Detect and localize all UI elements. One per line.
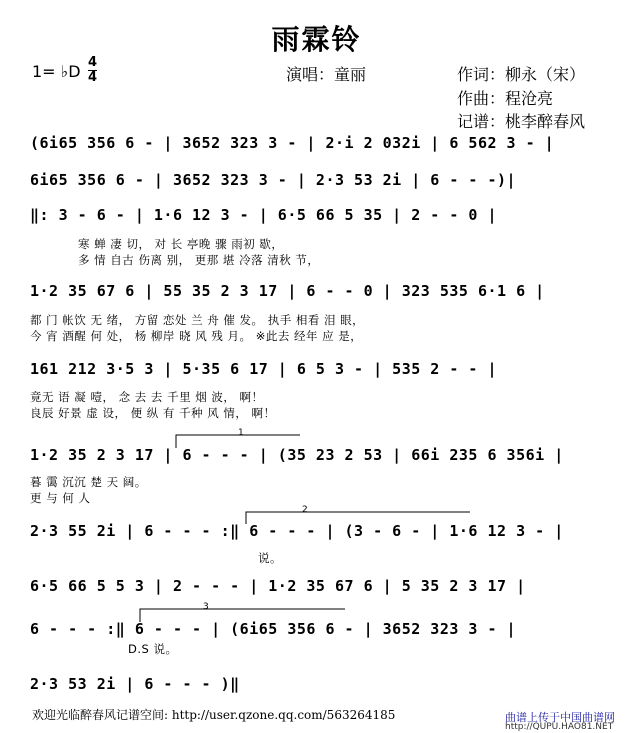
time-signature-bottom: 4 [88, 70, 98, 85]
lyric-line-9: D.S 说。 [128, 642, 178, 656]
song-title: 雨霖铃 [271, 23, 362, 56]
transcriber-credit: 记谱：桃李醉春风 [457, 112, 586, 131]
score-line-9: 6 - - - :‖ 6 - - - | (6i65 356 6 - | 3652 323 3 - | [30, 620, 517, 638]
score-line-3: ‖: 3 - 6 - | 1·6 12 3 - | 6·5 66 5 35 | 2 - - 0 | [30, 206, 498, 224]
lyric-line-6a: 暮 霭 沉沉 楚 天 阔。 [30, 475, 147, 489]
score-line-2: 6i65 356 6 - | 3652 323 3 - | 2·3 53 2i | 6 - - -)| [30, 171, 517, 189]
lyric-line-7: 说。 [258, 551, 282, 565]
key-signature: 1= ♭D [32, 62, 81, 81]
footer-link[interactable]: 欢迎光临醉春风记谱空间: http://user.qzone.qq.com/563264185 [32, 708, 396, 722]
volta-2-label: 2 [302, 505, 308, 515]
score-line-7: 2·3 55 2i | 6 - - - :‖ 6 - - - | (3 - 6 - | 1·6 12 3 - | [30, 522, 564, 540]
score-line-4: 1·2 35 67 6 | 55 35 2 3 17 | 6 - - 0 | 323 535 6·1 6 | [30, 282, 545, 300]
volta-3-label: 3 [203, 602, 209, 612]
watermark-text: 曲谱上传于中国曲谱网 [505, 711, 615, 724]
lyric-line-4a: 都 门 帐饮 无 绪， 方留 恋处 兰 舟 催 发。 执手 相看 泪 眼， [30, 313, 365, 327]
lyric-line-6b: 更 与 何 人 [30, 491, 91, 505]
lyric-line-3b: 多 情 自古 伤离 别， 更那 堪 冷落 清秋 节， [78, 253, 320, 267]
lyric-line-5b: 良辰 好景 虚 设， 便 纵 有 千种 风 情， 啊！ [30, 406, 276, 420]
composer-credit: 作曲：程沧亮 [457, 89, 554, 108]
score-line-6: 1·2 35 2 3 17 | 6 - - - | (35 23 2 53 | 66i 235 6 356i | [30, 446, 564, 464]
score-line-1: (6i65 356 6 - | 3652 323 3 - | 2·i 2 032i | 6 562 3 - | [30, 134, 555, 152]
lyric-line-4b: 今 宵 酒醒 何 处， 杨 柳岸 晓 风 残 月。 ※此去 经年 应 是， [30, 329, 363, 343]
score-line-5: 161 212 3·5 3 | 5·35 6 17 | 6 5 3 - | 535 2 - - | [30, 360, 498, 378]
watermark-url[interactable]: http://QUPU.HAO81.NET [505, 722, 614, 732]
score-line-8: 6·5 66 5 5 3 | 2 - - - | 1·2 35 67 6 | 5 35 2 3 17 | [30, 577, 526, 595]
lyric-line-3a: 寒 蝉 凄 切， 对 长 亭晚 骤 雨初 歇， [78, 237, 284, 251]
time-signature-top: 4 [88, 55, 98, 70]
volta-1-label: 1 [238, 428, 244, 438]
lyric-line-5a: 竟无 语 凝 噎， 念 去 去 千里 烟 波， 啊！ [30, 390, 264, 404]
lyricist-credit: 作词：柳永（宋） [457, 65, 586, 84]
singer-credit: 演唱：童丽 [286, 65, 367, 84]
score-line-10: 2·3 53 2i | 6 - - - )‖ [30, 675, 240, 693]
